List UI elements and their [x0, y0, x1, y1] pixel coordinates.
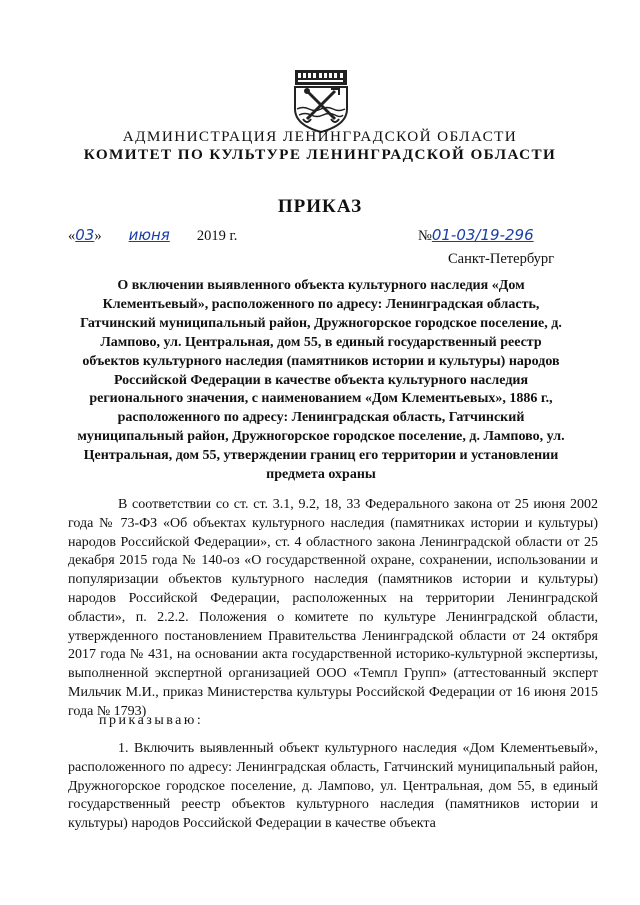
date-open-quote: « [68, 228, 76, 244]
document-title: ПРИКАЗ [277, 196, 363, 217]
date-month-handwritten: июня [128, 226, 170, 244]
document-date [68, 226, 237, 245]
number-prefix: № [418, 228, 432, 244]
date-year: 2019 г. [196, 228, 238, 244]
order-item-1: 1. Включить выявленный объект культурного наследия «Дом Клементьевый», расположенного по адресу: Ленинградская область, Гатчинский муниципальный район, Дружногорское городское поселение, д. Лампово, ул. Центральная, дом 55, в единый государственный реестр объектов культурного наследия (памятников истории и культуры) народов Российской Федерации в качестве объекта [68, 741, 598, 832]
organization-name-line1: АДМИНИСТРАЦИЯ ЛЕНИНГРАДСКОЙ ОБЛАСТИ [122, 128, 518, 145]
coat-of-arms-emblem [293, 69, 349, 133]
date-day-handwritten: 03 [75, 226, 95, 244]
order-word: приказываю: [99, 713, 204, 728]
document-number [418, 226, 534, 245]
number-value-handwritten: 01-03/19-296 [431, 226, 534, 244]
document-subject: О включении выявленного объекта культурного наследия «Дом Клементьевый», расположенного по адресу: Ленинградская область, Гатчинский муниципальный район, Дружногорское городское поселение, д. Лампово, ул. Центральная, дом 55, в единый государственный реестр объектов культурного наследия (памятников истории и культуры) народов Российской Федерации в качестве объекта культурного наследия регионального значения, с наименованием «Дом Клементьевых», 1886 г., расположенного по адресу: Ленинградская область, Гатчинский муниципальный район, Дружногорское городское поселение, д. Лампово, ул. Центральная, дом 55, утверждении границ его территории и установлении предмета охраны [77, 278, 565, 483]
preamble-paragraph: В соответствии со ст. ст. 3.1, 9.2, 18, 33 Федерального закона от 25 июня 2002 года № 73-ФЗ «Об объектах культурного наследия (памятниках истории и культуры) народов Российской Федерации», ст. 4 областного закона Ленинградской области от 25 декабря 2015 года № 140-оз «О государственной охране, сохранении, использовании и популяризации объектов культурного наследия (памятников истории и культуры) народов Российской Федерации, расположенных на территории Ленинградской области», п. 2.2.2. Положения о комитете по культуре Ленинградской области, утвержденного постановлением Правительства Ленинградской области от 24 октября 2017 года № 431, на основании акта государственной историко-культурной экспертизы, выполненной экспертной организацией ООО «Темпл Групп» (аттестованный эксперт Мильчик М.И., приказ Министерства культуры Российской Федерации от 16 июня 2015 года № 1793) [68, 497, 598, 719]
date-close-quote: » [94, 228, 102, 244]
organization-name-line2: КОМИТЕТ ПО КУЛЬТУРЕ ЛЕНИНГРАДСКОЙ ОБЛАСТИ [83, 146, 557, 163]
document-city: Санкт-Петербург [448, 251, 555, 267]
